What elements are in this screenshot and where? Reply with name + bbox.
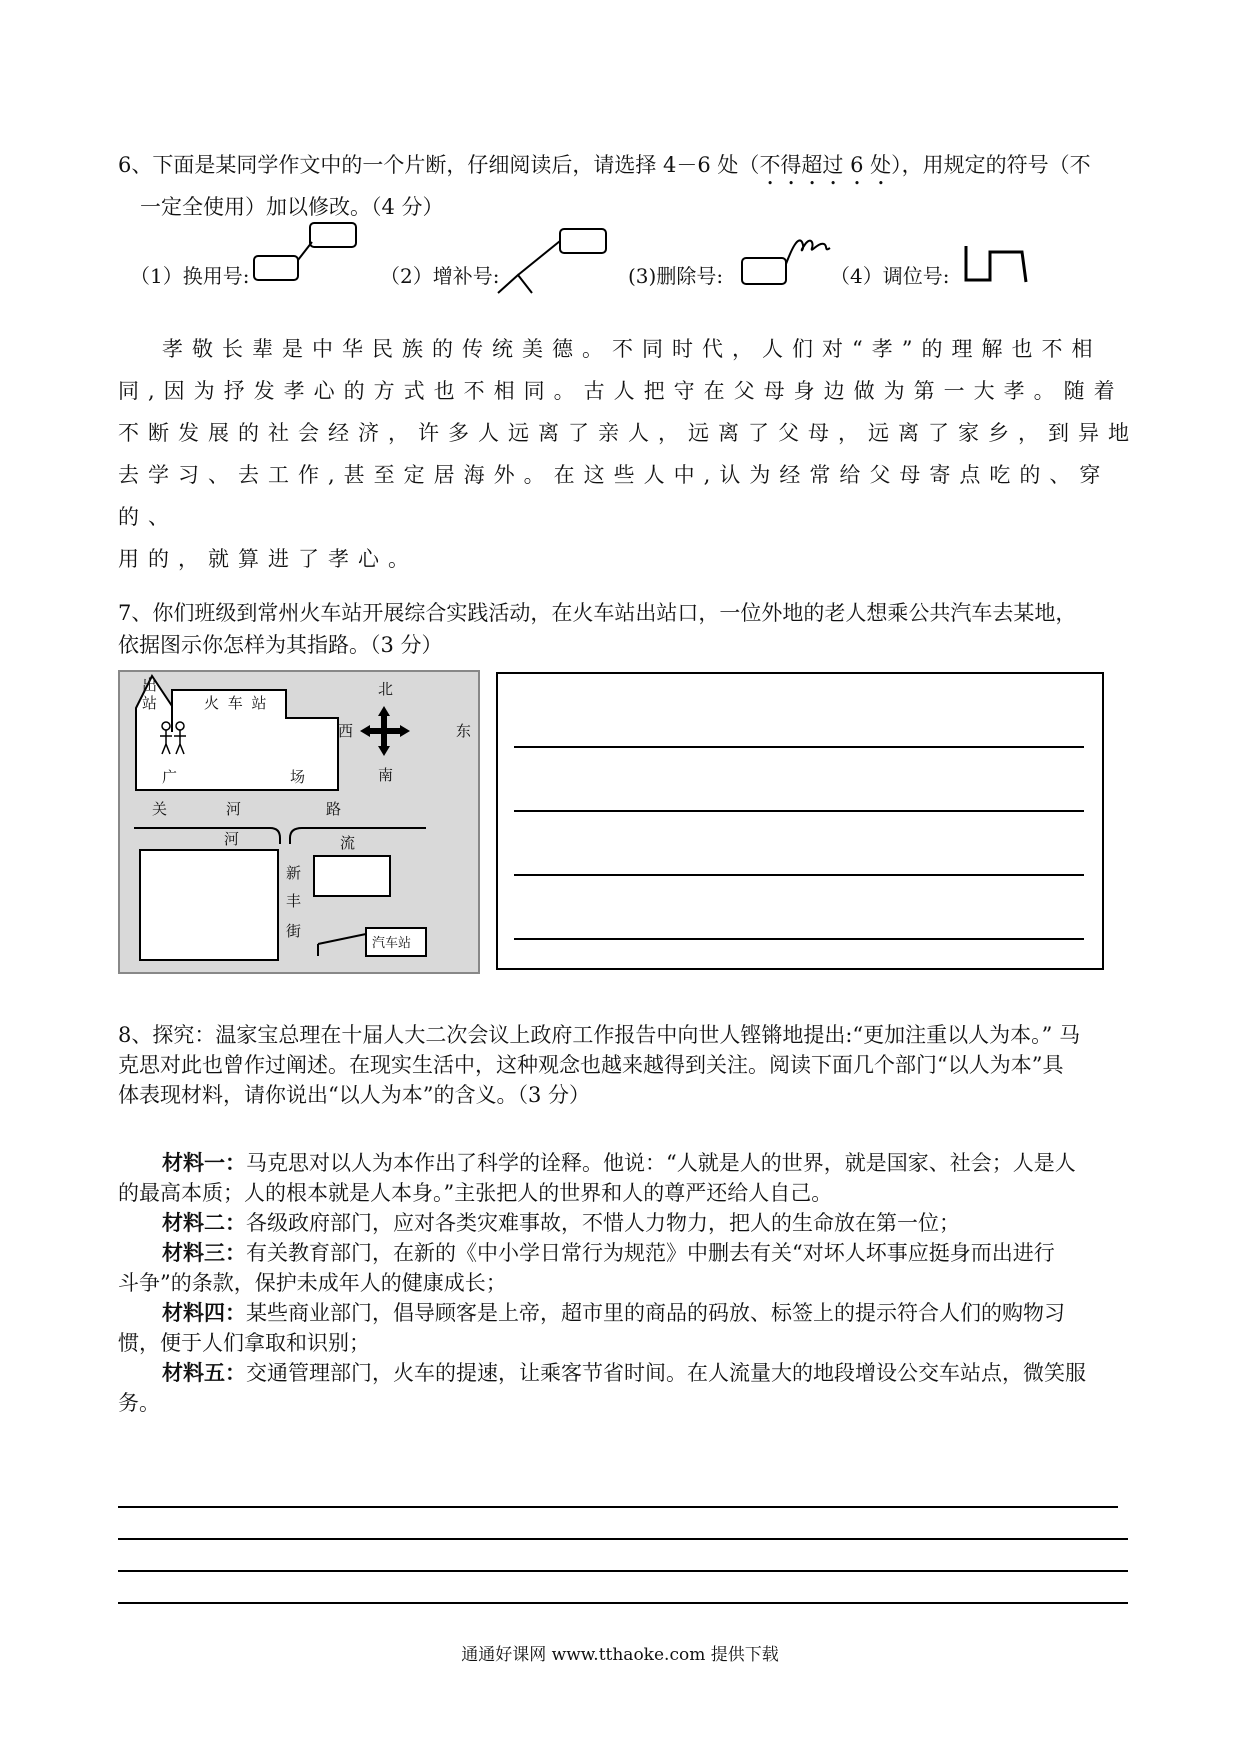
material-label: 材料三： <box>162 1241 246 1265</box>
material-label: 材料五： <box>162 1361 246 1385</box>
q8-answer-line[interactable] <box>118 1538 1128 1540</box>
map-street-label: 新 <box>286 864 302 882</box>
passage-line: 同,因为抒发孝心的方式也不相同。古人把守在父母身边做为第一大孝。随着 <box>118 379 1124 403</box>
q6-prompt-text: 6、下面是某同学作文中的一个片断，仔细阅读后，请选择 4－6 处（ <box>118 153 760 177</box>
passage-line: 去学习、去工作,甚至定居海外。在这些人中,认为经常给父母寄点吃的、穿的、 <box>118 463 1110 529</box>
q8-answer-line[interactable] <box>118 1602 1128 1604</box>
answer-line <box>514 810 1084 812</box>
material-3-cont: 斗争”的条款，保护未成年人的健康成长； <box>118 1271 507 1295</box>
material-label: 材料二： <box>162 1211 246 1235</box>
map-river-label: 河 <box>224 830 240 848</box>
answer-line <box>514 746 1084 748</box>
material-text: 马克思对以人为本作出了科学的诠释。他说：“人就是人的世界，就是国家、社会；人是人 <box>246 1151 1076 1175</box>
q6-prompt-line2: 一定全使用）加以修改。（4 分） <box>140 195 444 219</box>
material-1 <box>118 1148 1138 1178</box>
map-river-label: 流 <box>340 834 356 852</box>
material-label: 材料一： <box>162 1151 246 1175</box>
material-text: 有关教育部门，在新的《中小学日常行为规范》中删去有关“对坏人坏事应挺身而出进行 <box>246 1241 1055 1265</box>
map-exit-label: 站 <box>142 694 158 712</box>
material-text: 某些商业部门，倡导顾客是上帝，超市里的商品的码放、标签上的提示符合人们的购物习 <box>246 1301 1065 1325</box>
transpose-mark-label: （4）调位号: <box>830 264 950 288</box>
q8-prompt <box>118 1020 1138 1110</box>
material-label: 材料四： <box>162 1301 246 1325</box>
map-road-label: 路 <box>326 800 342 818</box>
delete-mark-icon <box>740 228 840 288</box>
q8-prompt-line: 克思对此也曾作过阐述。在现实生活中，这种观念也越来越得到关注。阅读下面几个部门“以人为本”具 <box>118 1053 1064 1077</box>
transpose-mark-icon <box>962 242 1042 292</box>
q7-answer-box[interactable] <box>496 672 1104 970</box>
q8-answer-line[interactable] <box>118 1570 1128 1572</box>
map-street-label: 丰 <box>286 892 302 910</box>
q7-prompt-line2: 依据图示你怎样为其指路。（3 分） <box>118 633 443 657</box>
q7-prompt-line1: 7、你们班级到常州火车站开展综合实践活动，在火车站出站口，一位外地的老人想乘公共汽车去某地， <box>118 601 1077 625</box>
q6-prompt-line1 <box>118 150 1138 190</box>
material-5 <box>118 1358 1138 1388</box>
map-compass-west: 西 <box>338 722 354 740</box>
q6-emphasis-text: 不得超过 6 处 <box>759 153 892 177</box>
q6-prompt-text-end: ），用规定的符号（不 <box>891 153 1091 177</box>
passage-line: 不断发展的社会经济，许多人远离了亲人，远离了父母，远离了家乡，到异地 <box>118 421 1138 445</box>
map-compass-east: 东 <box>456 722 472 740</box>
material-2 <box>118 1208 1138 1238</box>
map-square-label: 广 <box>162 768 178 786</box>
map-bus-station-label: 汽车站 <box>372 936 412 951</box>
q8-prompt-line: 8、探究：温家宝总理在十届人大二次会议上政府工作报告中向世人铿锵地提出:“更加注重以人为本。” 马 <box>118 1023 1081 1047</box>
q8-prompt-line: 体表现材料，请你说出“以人为本”的含义。（3 分） <box>118 1083 591 1107</box>
replace-mark-icon <box>250 220 360 290</box>
passage-line: 用的，就算进了孝心。 <box>118 547 418 571</box>
map-exit-label: 出 <box>142 676 158 694</box>
compass-icon <box>360 706 410 756</box>
map-compass-north: 北 <box>378 680 394 698</box>
map-road-label: 关 <box>152 800 168 818</box>
insert-mark-icon <box>490 225 610 300</box>
material-3 <box>118 1238 1138 1268</box>
answer-line <box>514 938 1084 940</box>
delete-mark-label: (3)删除号: <box>628 264 724 288</box>
q8-answer-line[interactable] <box>118 1506 1118 1508</box>
map-compass-south: 南 <box>378 766 394 784</box>
map-station-label: 火 车 站 <box>204 694 269 712</box>
map-road-label: 河 <box>226 800 242 818</box>
replace-mark-label: （1）换用号: <box>130 264 250 288</box>
q8-materials <box>118 1148 1138 1418</box>
material-4-cont: 惯，便于人们拿取和识别； <box>118 1331 370 1355</box>
insert-mark-label: （2）增补号: <box>380 264 500 288</box>
answer-line <box>514 874 1084 876</box>
q6-passage <box>118 328 1138 580</box>
material-1-cont: 的最高本质；人的根本就是人本身。”主张把人的世界和人的尊严还给人自己。 <box>118 1181 833 1205</box>
material-text: 各级政府部门，应对各类灾难事故，不惜人力物力，把人的生命放在第一位； <box>246 1211 960 1235</box>
map-street-label: 街 <box>286 922 302 940</box>
material-text: 交通管理部门，火车的提速，让乘客节省时间。在人流量大的地段增设公交车站点，微笑服 <box>246 1361 1086 1385</box>
q7-map <box>118 670 480 974</box>
material-4 <box>118 1298 1138 1328</box>
map-square-label: 场 <box>290 768 306 786</box>
page-footer: 通通好课网 www.tthaoke.com 提供下载 <box>461 1645 779 1665</box>
material-5-cont: 务。 <box>118 1391 160 1415</box>
passage-line: 孝敬长辈是中华民族的传统美德。不同时代，人们对“孝”的理解也不相 <box>162 337 1102 361</box>
